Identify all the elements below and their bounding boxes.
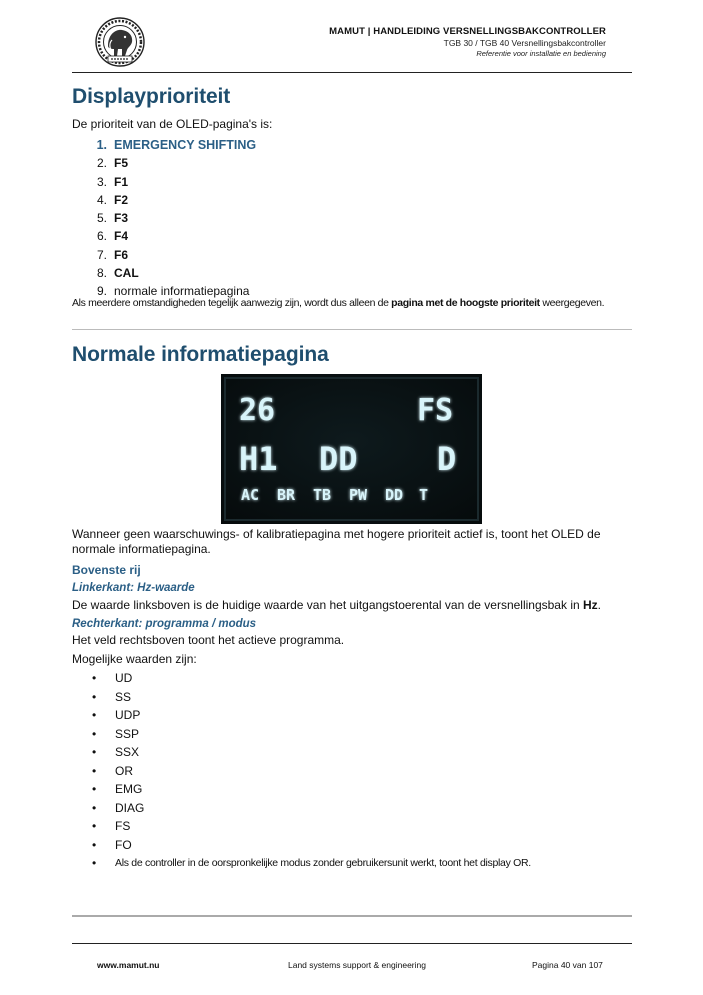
oled-bottom-item: PW: [349, 486, 368, 504]
list-item: • UDP: [72, 706, 531, 725]
mode-values-list: [72, 669, 531, 873]
priority-item: 5. F3: [96, 211, 129, 225]
normal-page-description-line1: Wanneer geen waarschuwings- of kalibratiepagina met hogere prioriteit actief is, toont het OLED de: [72, 527, 601, 541]
oled-bottom-item: AC: [241, 486, 260, 504]
priority-item: 8. CAL: [96, 265, 139, 280]
mamut-logo-icon: [94, 16, 146, 68]
list-item: • FO: [72, 836, 531, 855]
oled-top-left: 26: [239, 393, 276, 428]
priority-item: 7. F6: [96, 247, 129, 262]
list-item: • DIAG: [72, 799, 531, 818]
oled-mid-left: H1: [239, 440, 278, 478]
list-item: • EMG: [72, 780, 531, 799]
subheading-top-row: Bovenste rij: [72, 563, 141, 577]
footer-tagline: Land systems support & engineering: [288, 960, 426, 970]
list-item: • SSP: [72, 725, 531, 744]
document-reference: Referentie voor installatie en bediening: [476, 49, 606, 58]
subheading-left-side: Linkerkant: Hz-waarde: [72, 582, 195, 594]
oled-bottom-item: BR: [277, 486, 296, 504]
page-header: [72, 16, 632, 72]
document-subtitle: TGB 30 / TGB 40 Versnellingsbakcontroller: [443, 38, 606, 48]
list-item: • OR: [72, 762, 531, 781]
header-text: [329, 26, 606, 58]
list-item: • SS: [72, 688, 531, 707]
list-item: • Als de controller in de oorspronkelijke modus zonder gebruikersunit werkt, toont het display OR.: [72, 854, 531, 873]
priority-intro: De prioriteit van de OLED-pagina's is:: [72, 117, 273, 131]
right-side-text: Het veld rechtsboven toont het actieve programma.: [72, 633, 345, 647]
list-item: • FS: [72, 817, 531, 836]
priority-list: [72, 136, 256, 300]
oled-bottom-item: TB: [313, 486, 332, 504]
list-item: • UD: [72, 669, 531, 688]
left-side-text: De waarde linksboven is de huidige waarde van het uitgangstoerental van de versnellingsbak in Hz.: [72, 598, 602, 612]
priority-item: 2. F5: [96, 156, 129, 171]
priority-item: 6. F4: [96, 229, 129, 244]
oled-mid-right: D: [437, 440, 457, 478]
footer-website-link[interactable]: www.mamut.nu: [97, 960, 160, 970]
normal-page-description-line2: normale informatiepagina.: [72, 542, 211, 556]
values-intro: Mogelijke waarden zijn:: [72, 652, 197, 666]
priority-note: Als meerdere omstandigheden tegelijk aanwezig zijn, wordt dus alleen de pagina met de hoogste prioriteit weergegeven.: [72, 297, 605, 309]
priority-item: 9. normale informatiepagina: [96, 284, 250, 298]
oled-display-photo: [221, 374, 482, 524]
priority-item: 1. EMERGENCY SHIFTING: [96, 138, 257, 152]
oled-mid-center: DD: [319, 440, 358, 478]
oled-top-right: FS: [417, 393, 454, 428]
priority-item: 4. F2: [96, 192, 129, 207]
footer-divider: [72, 943, 632, 944]
section-heading-normal-info-page: Normale informatiepagina: [72, 343, 329, 366]
section-heading-display-priority: Displayprioriteit: [72, 85, 231, 108]
list-item: • SSX: [72, 743, 531, 762]
oled-bottom-item: T: [419, 486, 429, 504]
subheading-right-side: Rechterkant: programma / modus: [72, 618, 257, 630]
section-divider: [72, 329, 632, 330]
footer-divider-top: [72, 915, 632, 917]
footer-page-number: Pagina 40 van 107: [532, 960, 603, 970]
document-title: MAMUT | HANDLEIDING VERSNELLINGSBAKCONTROLLER: [329, 26, 606, 37]
priority-item: 3. F1: [96, 174, 129, 189]
oled-bottom-item: DD: [385, 486, 404, 504]
header-divider: [72, 72, 632, 73]
